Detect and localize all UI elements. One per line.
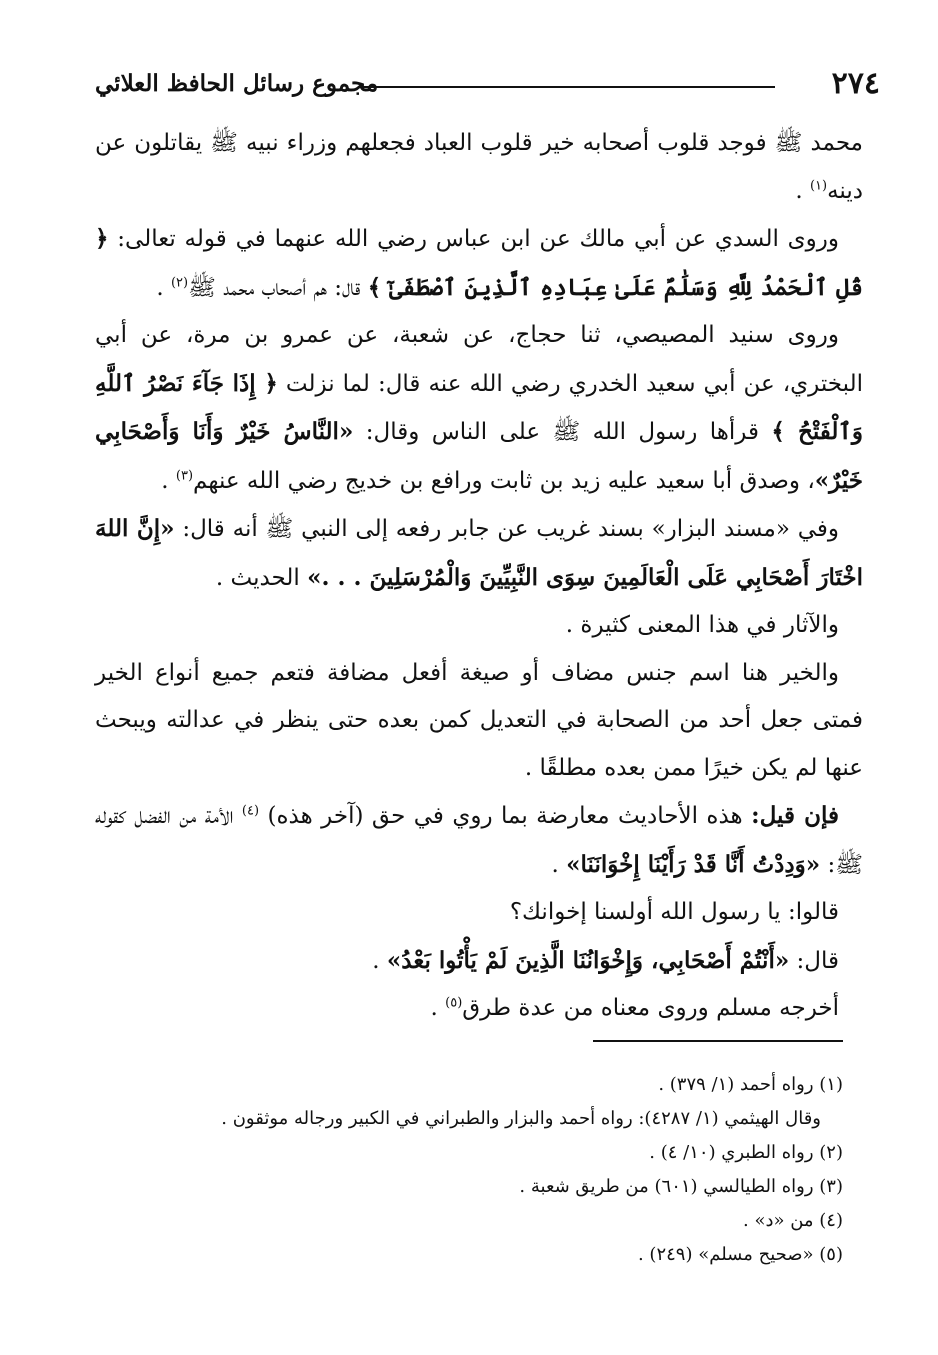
- footnote-ref-5: (٥): [445, 995, 463, 1011]
- footnote-4: (٤) من «د» .: [743, 1210, 843, 1231]
- paragraph-7: فإن قيل: هذه الأحاديث معارضة بما روي في حق (آخر هذه) $^{(٤)}$ الأمة من الفضل كقوله ﷺ: «وَدِدْتُ أَنَّا قَدْ رَأَيْنَا إِخْوَانَنَا» .: [95, 802, 863, 878]
- footnote-ref-4: (٤): [241, 803, 260, 819]
- page-number: ٢٧٤: [831, 66, 880, 101]
- paragraph-8: قالوا: يا رسول الله أولسنا إخوانك؟: [509, 899, 839, 925]
- footnote-ref-1: (١): [809, 177, 828, 193]
- paragraph-3: وروى سنيد المصيصي، ثنا حجاج، عن شعبة، عن عمرو بن مرة، عن أبي البختري، عن أبي سعيد الخدري رضي الله عنه قال: لما نزلت ﴿ إِذَا جَآءَ نَصْرُ ٱللَّهِ وَٱلْفَتْحُ ﴾ قرأها رسول الله ﷺ على الناس وقال: «النَّاسُ خَيْرٌ وَأَنَا وَأَصْحَابِي خَيْرٌ»، وصدق أبا سعيد عليه زيد بن ثابت ورافع بن خديج رضي الله عنهم$^{(٣)}$ .: [95, 322, 863, 494]
- hadith-quote: «أَنْتُمْ أَصْحَابِي، وَإِخْوَانُنَا الَّذِينَ لَمْ يَأْتُوا بَعْدُ»: [386, 946, 790, 974]
- paragraph-2: وروى السدي عن أبي مالك عن ابن عباس رضي الله عنهما في قوله تعالى: ﴿ قُلِ ٱلْحَمْدُ لِلَّهِ وَسَلَٰمٌ عَلَىٰ عِبَادِهِ ٱلَّذِينَ ٱصْطَفَىٰٓ ﴾ قال: هم أصحاب محمد ﷺ$^{(٢)}$ .: [95, 225, 863, 301]
- footnote-ref-3: (٣): [175, 467, 194, 483]
- paragraph-4: وفي «مسند البزار» بسند غريب عن جابر رفعه إلى النبي ﷺ أنه قال: «إِنَّ اللهَ اخْتَارَ أَصْحَابِي عَلَى الْعَالَمِينَ سِوَى النَّبِيِّينَ وَالْمُرْسَلِينَ . . .» الحديث .: [95, 515, 863, 591]
- paragraph-5: والآثار في هذا المعنى كثيرة .: [565, 612, 839, 638]
- footnote-1-continued: وقال الهيثمي (١/ ٤٢٨٧): رواه أحمد والبزار والطبراني في الكبير ورجاله موثقون .: [221, 1108, 821, 1129]
- quran-quote: ﴿ إِذَا جَآءَ نَصْرُ ٱللَّهِ وَٱلْفَتْحُ ﴾: [95, 369, 863, 445]
- objection-lead: فإن قيل:: [751, 802, 839, 829]
- footnote-3: (٣) رواه الطيالسي (٦٠١) من طريق شعبة .: [519, 1176, 843, 1197]
- hadith-quote: «النَّاسُ خَيْرٌ وَأَنَا وَأَصْحَابِي خَيْرٌ»: [95, 418, 863, 494]
- quran-quote: ﴿ قُلِ ٱلْحَمْدُ لِلَّهِ وَسَلَٰمٌ عَلَىٰ عِبَادِهِ ٱلَّذِينَ ٱصْطَفَىٰٓ ﴾: [95, 225, 863, 301]
- page-header: [95, 64, 880, 104]
- footnotes: [95, 1068, 843, 1272]
- paragraph-9: قال: «أَنْتُمْ أَصْحَابِي، وَإِخْوَانُنَا الَّذِينَ لَمْ يَأْتُوا بَعْدُ» .: [372, 946, 839, 974]
- footnote-5: (٥) «صحيح مسلم» (٢٤٩) .: [637, 1244, 843, 1265]
- footnote-1: (١) رواه أحمد (١/ ٣٧٩) .: [658, 1074, 843, 1095]
- footnote-2: (٢) رواه الطبري (١٠/ ٤) .: [649, 1142, 843, 1163]
- paragraph-1: محمد ﷺ فوجد قلوب أصحابه خير قلوب العباد فجعلهم وزراء نبيه ﷺ يقاتلون عن دينه$^{(١)}$ .: [95, 130, 863, 204]
- hadith-quote: «إِنَّ اللهَ اخْتَارَ أَصْحَابِي عَلَى الْعَالَمِينَ سِوَى النَّبِيِّينَ وَالْمُرْسَلِينَ . . .»: [95, 515, 863, 591]
- running-title: مجموع رسائل الحافظ العلائي: [95, 70, 379, 97]
- paragraph-6: والخير هنا اسم جنس مضاف أو صيغة أفعل مضافة فتعم جميع أنواع الخير فمتى جعل أحد من الصحابة في التعديل كمن بعده حتى ينظر في عدالته ويبحث عنها لم يكن خيرًا ممن بعده مطلقًا .: [95, 659, 863, 781]
- hadith-quote: «وَدِدْتُ أَنَّا قَدْ رَأَيْنَا إِخْوَانَنَا»: [566, 850, 821, 878]
- footnote-separator: [593, 1040, 843, 1042]
- footnote-ref-2: (٢): [170, 274, 189, 290]
- header-rule: [360, 86, 775, 88]
- main-text: [95, 120, 863, 1033]
- paragraph-10: أخرجه مسلم وروى معناه من عدة طرق$^{(٥)}$ .: [430, 995, 839, 1021]
